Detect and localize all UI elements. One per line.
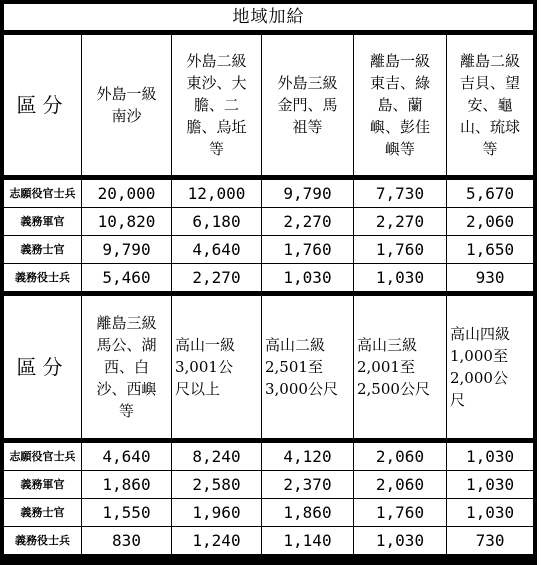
table-row <box>4 236 534 264</box>
table-cell: 1,860 <box>262 499 354 527</box>
table-cell: 9,790 <box>82 236 172 264</box>
row-label: 志願役官士兵 <box>4 180 82 208</box>
table-cell: 1,760 <box>354 499 447 527</box>
table-cell: 1,760 <box>354 236 447 264</box>
table-cell: 2,060 <box>447 208 534 236</box>
table-cell: 1,240 <box>172 527 262 555</box>
row-label: 義務軍官 <box>4 208 82 236</box>
table-cell: 12,000 <box>172 180 262 208</box>
table-row <box>4 180 534 208</box>
table-cell: 5,460 <box>82 264 172 292</box>
table-cell: 930 <box>447 264 534 292</box>
row-label: 義務軍官 <box>4 471 82 499</box>
row-label: 義務役士兵 <box>4 264 82 292</box>
table-cell: 1,140 <box>262 527 354 555</box>
column-header: 高山二級 2,501至 3,000公尺 <box>262 296 354 439</box>
table-cell: 2,060 <box>354 471 447 499</box>
table-cell: 2,580 <box>172 471 262 499</box>
category-label: 區分 <box>4 296 82 439</box>
table-row <box>4 527 534 555</box>
table-cell: 1,030 <box>354 264 447 292</box>
table-cell: 1,860 <box>82 471 172 499</box>
table-cell: 2,060 <box>354 443 447 471</box>
table-cell: 1,550 <box>82 499 172 527</box>
table-cell: 2,270 <box>172 264 262 292</box>
title-row <box>4 4 534 31</box>
table-cell: 1,760 <box>262 236 354 264</box>
table-cell: 4,640 <box>82 443 172 471</box>
table-cell: 5,670 <box>447 180 534 208</box>
column-header: 外島三級 金門、馬 祖等 <box>262 35 354 176</box>
table-cell: 9,790 <box>262 180 354 208</box>
table-cell: 730 <box>447 527 534 555</box>
table-cell: 1,030 <box>447 443 534 471</box>
row-label: 義務士官 <box>4 499 82 527</box>
table-cell: 4,120 <box>262 443 354 471</box>
column-header: 高山三級 2,001至 2,500公尺 <box>354 296 447 439</box>
table-cell: 4,640 <box>172 236 262 264</box>
row-label: 志願役官士兵 <box>4 443 82 471</box>
column-header: 外島二級 東沙、大 膽、二 膽、烏坵 等 <box>172 35 262 176</box>
table-cell: 2,370 <box>262 471 354 499</box>
column-header: 高山四級 1,000至 2,000公 尺 <box>447 296 534 439</box>
table-cell: 6,180 <box>172 208 262 236</box>
table-cell: 1,030 <box>354 527 447 555</box>
table-cell: 1,650 <box>447 236 534 264</box>
table-cell: 1,960 <box>172 499 262 527</box>
category-label: 區分 <box>4 35 82 176</box>
table-cell: 1,030 <box>447 499 534 527</box>
table-cell: 830 <box>82 527 172 555</box>
section1-header-row <box>4 35 534 176</box>
column-header: 外島一級 南沙 <box>82 35 172 176</box>
column-header: 離島三級 馬公、湖 西、白 沙、西嶼 等 <box>82 296 172 439</box>
row-label: 義務士官 <box>4 236 82 264</box>
table-cell: 10,820 <box>82 208 172 236</box>
table-row <box>4 471 534 499</box>
regional-allowance-table <box>3 3 534 555</box>
row-label: 義務役士兵 <box>4 527 82 555</box>
table-row <box>4 499 534 527</box>
column-header: 離島二級 吉貝、望 安、龜 山、琉球 等 <box>447 35 534 176</box>
table-cell: 1,030 <box>262 264 354 292</box>
table-cell: 2,270 <box>354 208 447 236</box>
section2-header-row <box>4 296 534 439</box>
table-row <box>4 443 534 471</box>
table-cell: 2,270 <box>262 208 354 236</box>
table-title: 地域加給 <box>4 4 534 31</box>
column-header: 離島一級 東吉、綠 島、蘭 嶼、彭佳 嶼等 <box>354 35 447 176</box>
column-header: 高山一級 3,001公 尺以上 <box>172 296 262 439</box>
table-cell: 20,000 <box>82 180 172 208</box>
table-row <box>4 264 534 292</box>
table-cell: 8,240 <box>172 443 262 471</box>
table-cell: 1,030 <box>447 471 534 499</box>
table-row <box>4 208 534 236</box>
table-cell: 7,730 <box>354 180 447 208</box>
